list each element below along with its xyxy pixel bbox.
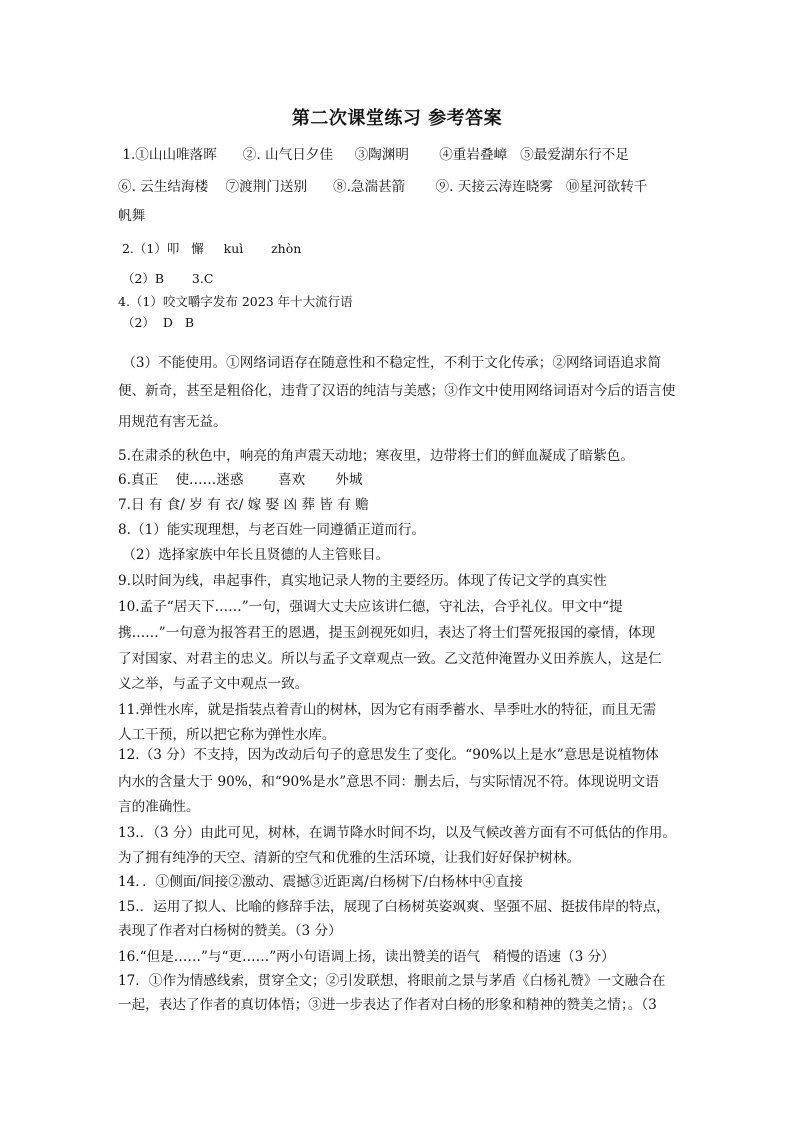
- answer-line-4a: 4.（1）咬文嚼字发布 2023 年十大流行语: [118, 294, 353, 309]
- answer-line-9: 9.以时间为线，串起事件，真实地记录人物的主要经历。体现了传记文学的真实性: [118, 573, 607, 589]
- answer-line-8a: 8.（1）能实现理想，与老百姓一同遵循正道而行。: [118, 522, 426, 538]
- answer-line-1b: ⑥. 云生结海楼 ⑦渡荆门送别 ⑧.急湍甚箭 ⑨. 天接云涛连晓雾 ⑩星河欲转千: [118, 179, 648, 195]
- answer-line-7: 7.日 有 食/ 岁 有 衣/ 嫁 娶 凶 葬 皆 有 赡: [118, 497, 369, 513]
- answer-line-4c-3: 用规范有害无益。: [118, 414, 227, 430]
- answer-line-11a: 11.弹性水库，就是指装点着青山的树林，因为它有雨季蓄水、旱季吐水的特征，而且无需: [118, 702, 657, 718]
- answer-line-10c: 了对国家、对君主的忠义。所以与孟子文章观点一致。乙文范仲淹置办义田养族人，这是仁: [118, 651, 662, 667]
- answer-line-10a: 10.孟子“居天下……”一句，强调大丈夫应该讲仁德，守礼法，合乎礼仪。甲文中“提: [118, 599, 623, 615]
- answer-line-8b: （2）选择家族中年长且贤德的人主管账目。: [118, 547, 390, 563]
- answer-line-6: 6.真正 使……迷惑 喜欢 外城: [118, 472, 363, 488]
- answer-line-4c-1: （3）不能使用。①网络词语存在随意性和不稳定性，不利于文化传承；②网络词语追求简: [118, 355, 662, 371]
- answer-line-4b: （2） D B: [118, 315, 195, 330]
- answer-line-12a: 12.（3 分）不支持，因为改动后句子的意思发生了变化。“90%以上是水”意思是说植物体: [118, 747, 659, 763]
- answer-line-15a: 15.．运用了拟人、比喻的修辞手法，展现了白杨树英姿飒爽、坚强不屈、挺拔伟岸的特点，: [118, 899, 670, 915]
- answer-line-13a: 13.．（3 分）由此可见，树林，在调节降水时间不均，以及气候改善方面有不可低估的作用。: [118, 825, 676, 841]
- answer-line-2a: 2.（1）叩 懈 kuì zhòn: [118, 241, 302, 256]
- answer-line-2b: （2）B 3.C: [118, 271, 214, 286]
- answer-line-12b: 内水的含量大于 90%，和“90%是水”意思不同：删去后，与实际情况不符。体现说明文语: [118, 774, 659, 790]
- answer-line-1a: 1.①山山唯落晖 ②. 山气日夕佳 ③陶渊明 ④重岩叠嶂 ⑤最爱湖东行不足: [118, 147, 629, 163]
- page-title: 第二次课堂练习 参考答案: [291, 108, 503, 129]
- answer-line-12c: 言的准确性。: [118, 799, 200, 815]
- answer-line-17b: 一起，表达了作者的真切体悟；③进一步表达了作者对白杨的形象和精神的赞美之情；。（3: [118, 997, 657, 1013]
- answer-line-10d: 义之举，与孟子文中观点一致。: [118, 676, 309, 692]
- answer-line-10b: 携……”一句意为报答君王的恩遇，提玉剑视死如归，表达了将士们誓死报国的豪情，体现: [118, 625, 656, 641]
- answer-line-4c-2: 便、新奇，甚至是粗俗化，违背了汉语的纯洁与美感；③作文中使用网络词语对今后的语言使: [118, 383, 676, 399]
- answer-line-11b: 人工干预，所以把它称为弹性水库。: [118, 727, 336, 743]
- answer-line-5: 5.在肃杀的秋色中，响亮的角声震天动地；寒夜里，边带将士们的鲜血凝成了暗紫色。: [118, 448, 634, 464]
- answer-line-14: 14．．①侧面/间接②激动、震撼③近距离/白杨树下/白杨林中④直接: [118, 874, 523, 890]
- answer-line-13b: 为了拥有纯净的天空、清新的空气和优雅的生活环境，让我们好好保护树林。: [118, 850, 581, 866]
- answer-line-17a: 17．①作为情感线索，贯穿全文；②引发联想，将眼前之景与茅盾《白杨礼赞》一文融合在: [118, 973, 666, 989]
- answer-line-16: 16.“但是……”与“更……”两小句语调上扬，读出赞美的语气 稍慢的语速（3 分）: [118, 949, 615, 965]
- answer-line-1c: 帆舞: [118, 208, 146, 224]
- answer-line-15b: 表现了作者对白杨树的赞美。（3 分）: [118, 923, 342, 939]
